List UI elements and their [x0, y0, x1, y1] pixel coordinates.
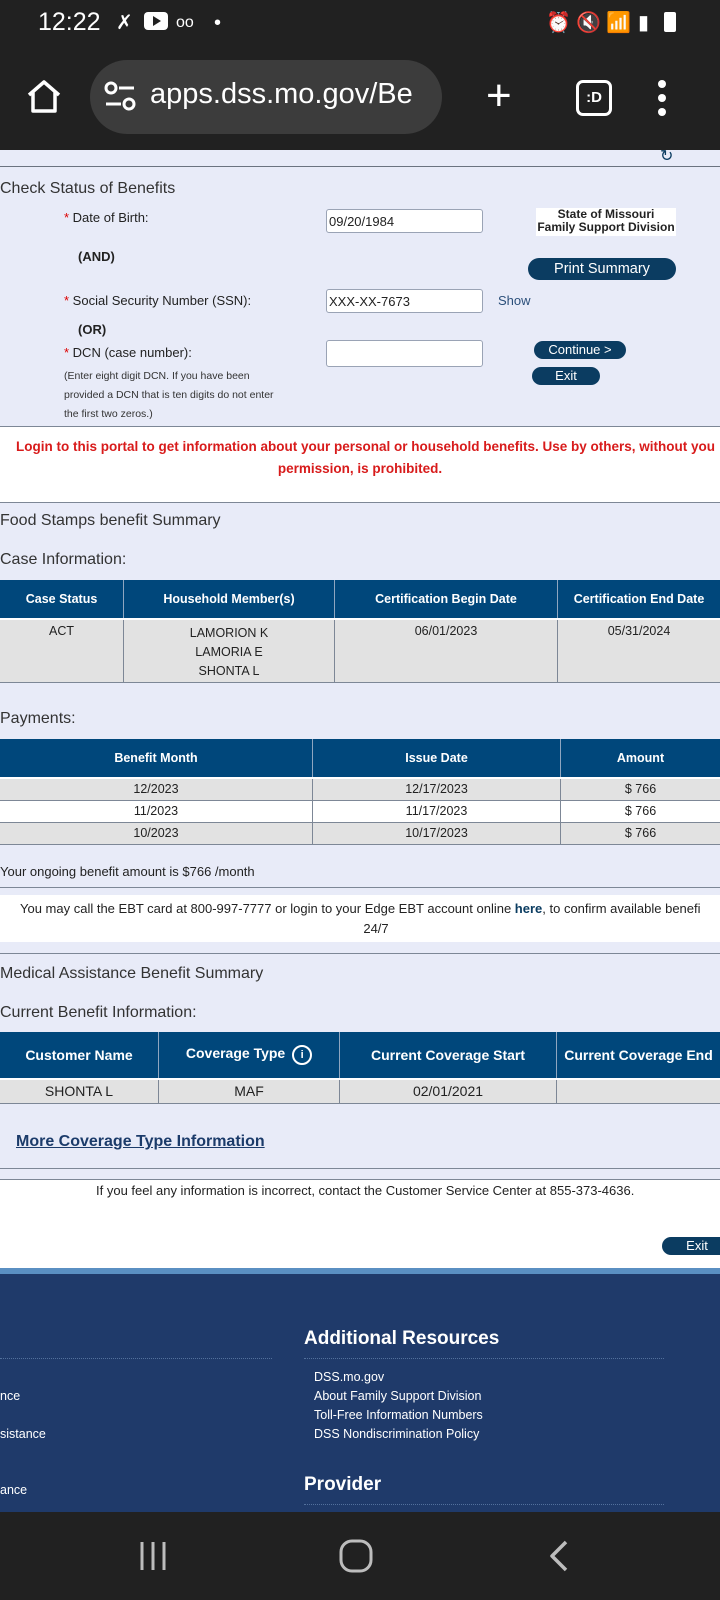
site-settings-icon[interactable]	[104, 80, 136, 112]
dob-label: * Date of Birth:	[64, 210, 149, 225]
or-label: (OR)	[78, 322, 107, 337]
issue-date-cell: 12/17/2023	[313, 778, 561, 800]
col-coverage-start: Current Coverage Start	[340, 1032, 557, 1079]
cert-begin-cell: 06/01/2023	[335, 619, 558, 683]
ssn-label: * Social Security Number (SSN):	[64, 293, 252, 308]
divider	[0, 1168, 720, 1169]
amount-cell: $ 766	[624, 804, 657, 818]
incorrect-info-notice: If you feel any information is incorrect, contact the Customer Service Center at 855-373-4636.	[0, 1179, 720, 1208]
url-text[interactable]: apps.dss.mo.gov/Be	[150, 78, 413, 110]
col-customer-name: Customer Name	[0, 1032, 159, 1079]
benefit-month-cell: 10/2023	[0, 822, 313, 844]
back-icon[interactable]	[542, 1538, 578, 1574]
issue-date-cell: 11/17/2023	[313, 800, 561, 822]
table-row	[0, 619, 720, 683]
amount-cell: $ 766	[624, 826, 657, 840]
footer-link-dss[interactable]: DSS.mo.gov	[314, 1370, 385, 1384]
tab-switcher-button[interactable]: :D	[576, 80, 612, 116]
fsd-logo: State of Missouri Family Support Division	[537, 207, 675, 234]
spacer	[0, 1207, 720, 1268]
wifi-icon: 📶	[606, 12, 631, 34]
current-benefit-title: Current Benefit Information:	[0, 1004, 197, 1021]
browser-menu-icon[interactable]	[658, 80, 668, 122]
coverage-end-cell	[557, 1079, 720, 1103]
status-bar	[0, 0, 720, 46]
ebt-here-link[interactable]: here	[514, 901, 543, 916]
refresh-icon[interactable]: ↻	[660, 148, 674, 165]
footer-divider	[304, 1358, 664, 1359]
benefit-month-cell: 11/2023	[0, 800, 313, 822]
ongoing-benefit-text: Your ongoing benefit amount is $766 /month	[0, 864, 255, 879]
case-status-cell: ACT	[0, 619, 124, 683]
info-icon[interactable]: i	[292, 1045, 312, 1065]
footer-link-about-fsd[interactable]: About Family Support Division	[314, 1389, 482, 1403]
show-ssn-link[interactable]: Show	[498, 293, 531, 308]
recent-apps-icon[interactable]	[136, 1538, 172, 1574]
exit-button-bottom[interactable]: Exit	[662, 1237, 720, 1255]
table-row	[0, 778, 720, 800]
coverage-start-cell: 02/01/2021	[340, 1079, 557, 1103]
issue-date-cell: 10/17/2023	[313, 822, 561, 844]
col-household-members: Household Member(s)	[124, 580, 335, 619]
col-coverage-type: Coverage Type i	[159, 1032, 340, 1079]
footer-link-toll-free[interactable]: Toll-Free Information Numbers	[314, 1408, 483, 1422]
home-nav-icon[interactable]	[338, 1538, 374, 1574]
payments-table	[0, 739, 720, 845]
missed-call-icon: ✗	[116, 12, 133, 34]
print-summary-button[interactable]: Print Summary	[528, 258, 676, 280]
table-row	[0, 800, 720, 822]
table-row	[0, 822, 720, 844]
youtube-icon	[144, 12, 168, 30]
continue-button[interactable]: Continue >	[534, 341, 626, 359]
battery-icon	[664, 12, 676, 32]
divider	[0, 953, 720, 954]
footer-divider	[0, 1358, 272, 1359]
household-members-cell: LAMORION K LAMORIA E SHONTA L	[124, 619, 335, 683]
footer-divider	[304, 1504, 664, 1505]
voicemail-icon: oo	[176, 14, 194, 31]
col-amount: Amount	[561, 739, 720, 778]
footer-left-link[interactable]: nce	[0, 1389, 21, 1403]
status-time: 12:22	[38, 8, 101, 36]
medical-title: Medical Assistance Benefit Summary	[0, 965, 264, 982]
col-cert-end: Certification End Date	[558, 580, 720, 619]
col-case-status: Case Status	[0, 580, 124, 619]
ssn-input[interactable]: XXX-XX-7673	[326, 289, 483, 313]
warning-line-1: Login to this portal to get information about your personal or household benefits. Use by others, without you	[16, 439, 716, 454]
and-label: (AND)	[78, 249, 115, 264]
new-tab-icon[interactable]: +	[486, 71, 512, 120]
login-warning	[0, 426, 720, 503]
android-nav-bar	[0, 1512, 720, 1600]
section-title-check-status: Check Status of Benefits	[0, 180, 176, 197]
ebt-notice: You may call the EBT card at 800-997-7777 or login to your Edge EBT account online here, to confirm available benefi 24/7	[0, 895, 720, 942]
table-row	[0, 1079, 720, 1103]
additional-resources-title: Additional Resources	[304, 1328, 500, 1349]
case-information-title: Case Information:	[0, 551, 127, 568]
col-benefit-month: Benefit Month	[0, 739, 313, 778]
benefit-month-cell: 12/2023	[0, 778, 313, 800]
dcn-input[interactable]	[326, 340, 483, 367]
exit-button-top[interactable]: Exit	[532, 367, 600, 385]
more-coverage-link[interactable]: More Coverage Type Information	[16, 1133, 265, 1150]
coverage-type-cell: MAF	[159, 1079, 340, 1103]
cert-end-cell: 05/31/2024	[607, 624, 671, 638]
mute-icon: 🔇	[576, 12, 601, 34]
dcn-help-text: (Enter eight digit DCN. If you have been provided a DCN that is ten digits do not enter the first two zeros.)	[64, 370, 274, 420]
provider-title: Provider	[304, 1474, 382, 1495]
dcn-label: * DCN (case number):	[64, 345, 192, 360]
col-cert-begin: Certification Begin Date	[335, 580, 558, 619]
footer-link-nondiscrimination[interactable]: DSS Nondiscrimination Policy	[314, 1427, 480, 1441]
amount-cell: $ 766	[624, 782, 657, 797]
col-issue-date: Issue Date	[313, 739, 561, 778]
food-stamps-title: Food Stamps benefit Summary	[0, 512, 221, 529]
alarm-icon: ⏰	[546, 12, 571, 34]
warning-line-2: permission, is prohibited.	[277, 461, 443, 476]
payments-title: Payments:	[0, 710, 76, 727]
medical-coverage-table	[0, 1032, 720, 1104]
footer-left-link[interactable]: ance	[0, 1483, 28, 1497]
notification-dot-icon: •	[214, 12, 222, 34]
customer-name-cell: SHONTA L	[0, 1079, 159, 1103]
signal-icon: ▮	[638, 12, 650, 34]
divider	[0, 166, 720, 167]
col-coverage-end: Current Coverage End	[557, 1032, 720, 1079]
dob-input[interactable]: 09/20/1984	[326, 209, 483, 233]
site-footer	[0, 1268, 720, 1512]
footer-left-link[interactable]: sistance	[0, 1427, 46, 1441]
divider	[0, 887, 720, 888]
case-information-table	[0, 580, 720, 683]
home-icon[interactable]	[26, 78, 62, 114]
